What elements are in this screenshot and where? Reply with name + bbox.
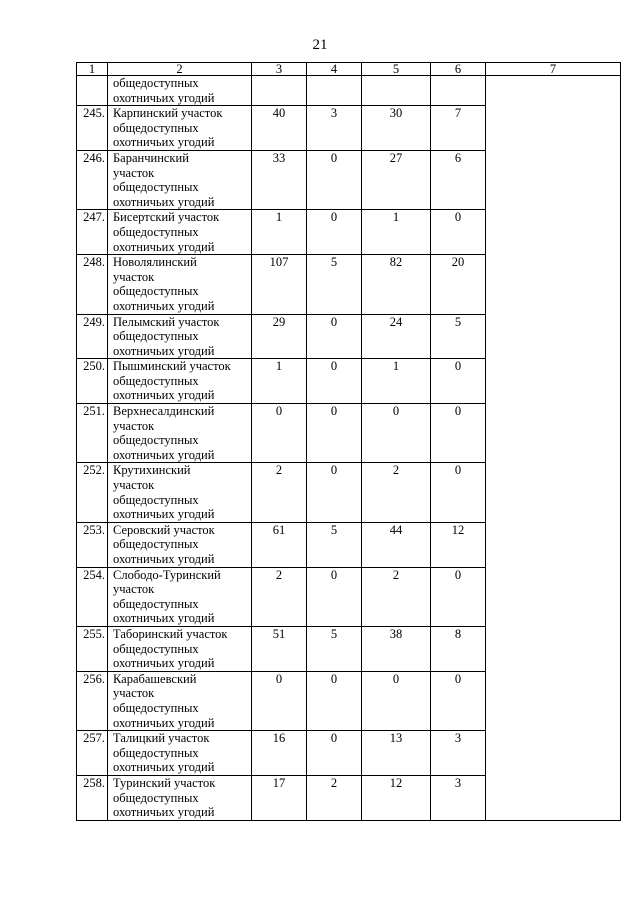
cell-col5: 82 bbox=[362, 255, 431, 314]
name-line: охотничьих угодий bbox=[113, 805, 215, 820]
cell-col3: 40 bbox=[252, 106, 307, 151]
cell-num: 247. bbox=[77, 210, 108, 255]
cell-col4: 2 bbox=[307, 775, 362, 820]
cell-col6: 0 bbox=[431, 404, 486, 463]
name-line: общедоступных bbox=[113, 284, 199, 299]
cell-col4: 0 bbox=[307, 731, 362, 776]
cell-col3: 29 bbox=[252, 314, 307, 359]
name-line: общедоступных bbox=[113, 180, 199, 195]
cell-col5: 0 bbox=[362, 671, 431, 730]
cell-col6: 3 bbox=[431, 775, 486, 820]
name-line: участок bbox=[113, 686, 155, 701]
cell-num: 254. bbox=[77, 567, 108, 626]
col-header-5: 5 bbox=[362, 63, 431, 76]
col-header-6: 6 bbox=[431, 63, 486, 76]
cell-col6: 6 bbox=[431, 150, 486, 209]
table-row-continuation bbox=[77, 76, 621, 106]
cell-name bbox=[108, 404, 252, 463]
name-line: общедоступных bbox=[113, 596, 199, 611]
name-line: охотничьих угодий bbox=[113, 611, 215, 626]
cell-name bbox=[108, 775, 252, 820]
cell-col4 bbox=[307, 76, 362, 106]
cell-col4: 0 bbox=[307, 314, 362, 359]
col-header-7: 7 bbox=[486, 63, 621, 76]
cell-col3: 16 bbox=[252, 731, 307, 776]
name-line: Баранчинский bbox=[113, 150, 189, 165]
cell-name bbox=[108, 463, 252, 522]
name-line: Верхнесалдинский bbox=[113, 404, 215, 419]
cell-name bbox=[108, 359, 252, 404]
cell-num: 255. bbox=[77, 626, 108, 671]
name-line: общедоступных bbox=[113, 492, 199, 507]
cell-col6: 12 bbox=[431, 522, 486, 567]
cell-col3 bbox=[252, 76, 307, 106]
cell-col5: 1 bbox=[362, 210, 431, 255]
name-line: общедоступных bbox=[113, 790, 199, 805]
cell-num: 253. bbox=[77, 522, 108, 567]
cell-col5 bbox=[362, 76, 431, 106]
cell-col4: 5 bbox=[307, 255, 362, 314]
cell-col4: 0 bbox=[307, 210, 362, 255]
cell-col3: 107 bbox=[252, 255, 307, 314]
cell-col5: 2 bbox=[362, 463, 431, 522]
cell-num: 245. bbox=[77, 106, 108, 151]
cell-col3: 2 bbox=[252, 463, 307, 522]
name-line: Крутихинский bbox=[113, 463, 191, 478]
name-line: охотничьих угодий bbox=[113, 135, 215, 150]
cell-col3: 0 bbox=[252, 404, 307, 463]
cell-col3: 51 bbox=[252, 626, 307, 671]
cell-col5: 44 bbox=[362, 522, 431, 567]
cell-num: 256. bbox=[77, 671, 108, 730]
name-line: Карабашевский bbox=[113, 671, 197, 686]
cell-num: 257. bbox=[77, 731, 108, 776]
cell-col6: 0 bbox=[431, 671, 486, 730]
cell-col6: 5 bbox=[431, 314, 486, 359]
name-line: охотничьих угодий bbox=[113, 388, 215, 403]
cell-col4: 0 bbox=[307, 150, 362, 209]
cell-col3: 17 bbox=[252, 775, 307, 820]
col-header-4: 4 bbox=[307, 63, 362, 76]
cell-col5: 13 bbox=[362, 731, 431, 776]
cell-col6: 7 bbox=[431, 106, 486, 151]
cell-col5: 27 bbox=[362, 150, 431, 209]
name-line: общедоступных bbox=[113, 433, 199, 448]
name-line: общедоступных bbox=[113, 373, 199, 388]
name-line: охотничьих угодий bbox=[113, 760, 215, 775]
cell-col6: 20 bbox=[431, 255, 486, 314]
cell-col4: 0 bbox=[307, 567, 362, 626]
name-line: охотничьих угодий bbox=[113, 343, 215, 358]
header-row bbox=[77, 63, 621, 76]
name-line: Пышминский участок bbox=[113, 359, 231, 374]
cell-col6: 0 bbox=[431, 463, 486, 522]
cell-col4: 0 bbox=[307, 671, 362, 730]
cell-col7-merged bbox=[486, 76, 621, 821]
cell-col6: 8 bbox=[431, 626, 486, 671]
col-header-3: 3 bbox=[252, 63, 307, 76]
cell-name bbox=[108, 567, 252, 626]
name-line: Пелымский участок bbox=[113, 314, 220, 329]
name-line: Слободо-Туринский bbox=[113, 567, 221, 582]
name-line: общедоступных bbox=[113, 120, 199, 135]
name-line: общедоступных bbox=[113, 329, 199, 344]
cell-name bbox=[108, 626, 252, 671]
name-line: охотничьих угодий bbox=[113, 656, 215, 671]
name-line: Туринский участок bbox=[113, 775, 216, 790]
name-line: охотничьих угодий bbox=[113, 552, 215, 566]
cell-col3: 2 bbox=[252, 567, 307, 626]
cell-col5: 38 bbox=[362, 626, 431, 671]
name-line: общедоступных bbox=[113, 76, 199, 90]
cell-num: 258. bbox=[77, 775, 108, 820]
col-header-2: 2 bbox=[108, 63, 252, 76]
name-line: участок bbox=[113, 478, 155, 493]
cell-num: 250. bbox=[77, 359, 108, 404]
cell-name bbox=[108, 210, 252, 255]
cell-col6: 3 bbox=[431, 731, 486, 776]
cell-col5: 2 bbox=[362, 567, 431, 626]
cell-name bbox=[108, 255, 252, 314]
name-line: участок bbox=[113, 418, 155, 433]
name-line: Бисертский участок bbox=[113, 210, 220, 225]
cell-col3: 1 bbox=[252, 210, 307, 255]
name-line: Таборинский участок bbox=[113, 626, 228, 641]
cell-num bbox=[77, 76, 108, 106]
cell-name bbox=[108, 106, 252, 151]
cell-col5: 1 bbox=[362, 359, 431, 404]
name-line: общедоступных bbox=[113, 224, 199, 239]
name-line: участок bbox=[113, 582, 155, 597]
cell-col5: 12 bbox=[362, 775, 431, 820]
cell-col4: 0 bbox=[307, 404, 362, 463]
cell-col6 bbox=[431, 76, 486, 106]
cell-col4: 0 bbox=[307, 359, 362, 404]
hunting-grounds-table bbox=[76, 62, 621, 821]
name-line: Талицкий участок bbox=[113, 731, 210, 746]
name-line: Серовский участок bbox=[113, 522, 215, 537]
cell-name bbox=[108, 731, 252, 776]
cell-num: 248. bbox=[77, 255, 108, 314]
cell-col3: 61 bbox=[252, 522, 307, 567]
cell-name bbox=[108, 150, 252, 209]
name-line: общедоступных bbox=[113, 641, 199, 656]
name-line: охотничьих угодий bbox=[113, 447, 215, 462]
cell-num: 246. bbox=[77, 150, 108, 209]
name-line: охотничьих угодий bbox=[113, 298, 215, 313]
name-line: общедоступных bbox=[113, 745, 199, 760]
cell-col6: 0 bbox=[431, 359, 486, 404]
page-number: 21 bbox=[312, 37, 328, 53]
cell-col3: 1 bbox=[252, 359, 307, 404]
name-line: общедоступных bbox=[113, 537, 199, 552]
cell-name bbox=[108, 76, 252, 106]
name-line: охотничьих угодий bbox=[113, 507, 215, 522]
cell-col5: 0 bbox=[362, 404, 431, 463]
name-line: охотничьих угодий bbox=[113, 715, 215, 730]
cell-col4: 5 bbox=[307, 522, 362, 567]
cell-col4: 3 bbox=[307, 106, 362, 151]
name-line: участок bbox=[113, 165, 155, 180]
cell-col5: 30 bbox=[362, 106, 431, 151]
cell-name bbox=[108, 314, 252, 359]
cell-col4: 5 bbox=[307, 626, 362, 671]
col-header-1: 1 bbox=[77, 63, 108, 76]
name-line: охотничьих угодий bbox=[113, 90, 215, 105]
name-line: охотничьих угодий bbox=[113, 239, 215, 254]
cell-col6: 0 bbox=[431, 567, 486, 626]
cell-num: 249. bbox=[77, 314, 108, 359]
cell-num: 251. bbox=[77, 404, 108, 463]
name-line: охотничьих угодий bbox=[113, 194, 215, 209]
cell-col4: 0 bbox=[307, 463, 362, 522]
name-line: участок bbox=[113, 269, 155, 284]
name-line: Новолялинский bbox=[113, 255, 197, 270]
name-line: общедоступных bbox=[113, 700, 199, 715]
cell-num: 252. bbox=[77, 463, 108, 522]
cell-col3: 0 bbox=[252, 671, 307, 730]
cell-col6: 0 bbox=[431, 210, 486, 255]
cell-name bbox=[108, 671, 252, 730]
cell-name bbox=[108, 522, 252, 567]
cell-col5: 24 bbox=[362, 314, 431, 359]
cell-col3: 33 bbox=[252, 150, 307, 209]
name-line: Карпинский участок bbox=[113, 106, 223, 121]
